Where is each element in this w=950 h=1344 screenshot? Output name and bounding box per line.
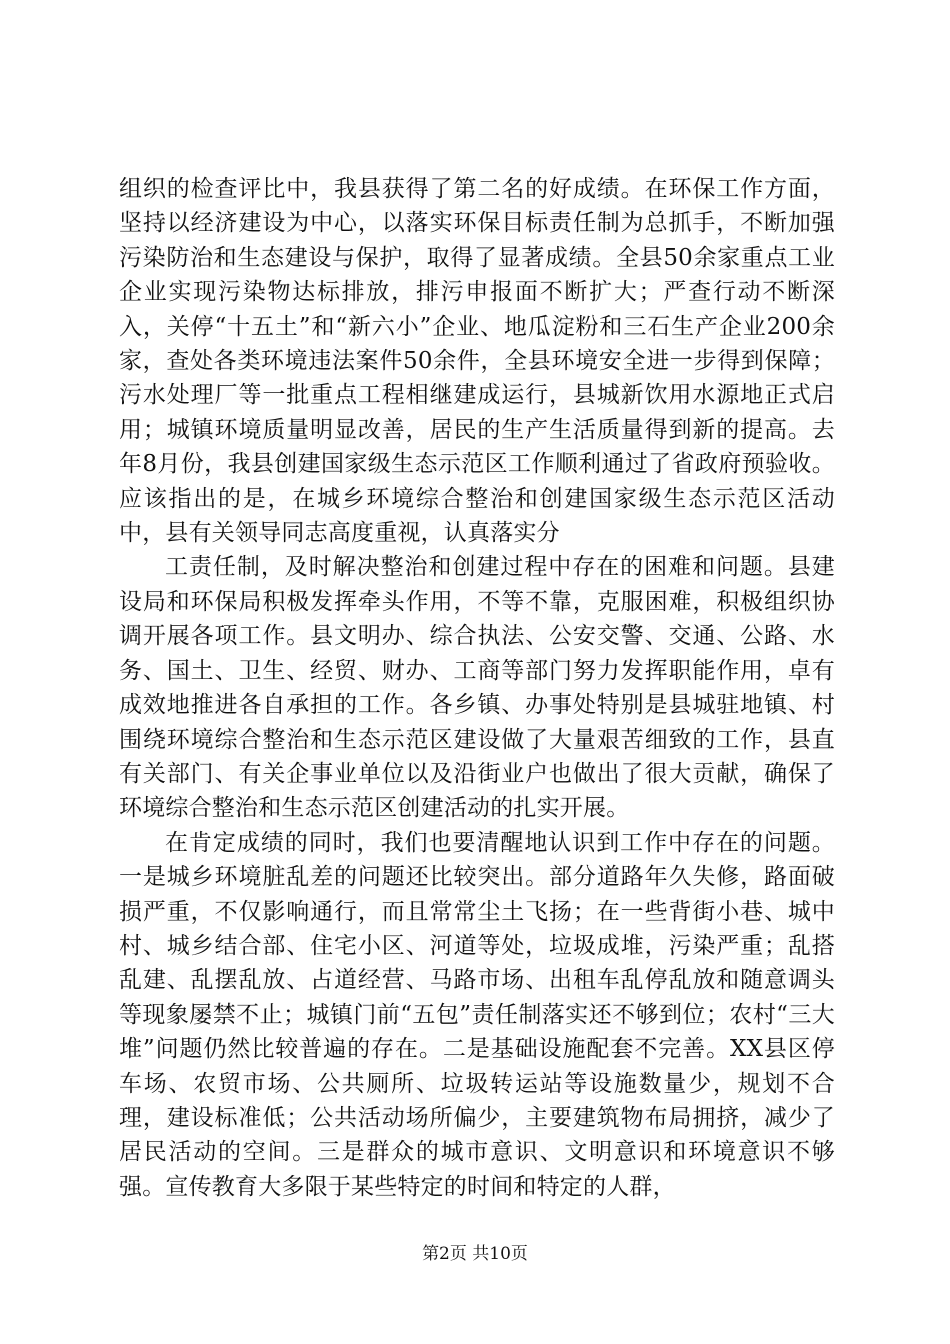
paragraph-1: 组织的检查评比中，我县获得了第二名的好成绩。在环保工作方面，坚持以经济建设为中心，以落实环保目标责任制为总抓手，不断加强污染防治和生态建设与保护，取得了显著成绩。全县50余家重点工业企业实现污染物达标排放，排污申报面不断扩大；严查行动不断深入，关停“十五土”和“新六小”企业、地瓜淀粉和三石生产企业200余家，查处各类环境违法案件50余件，全县环境安全进一步得到保障；污水处理厂等一批重点工程相继建成运行，县城新饮用水源地正式启用；城镇环境质量明显改善，居民的生产生活质量得到新的提高。去年8月份，我县创建国家级生态示范区工作顺利通过了省政府预验收。应该指出的是，在城乡环境综合整治和创建国家级生态示范区活动中，县有关领导同志高度重视，认真落实分 — [119, 176, 835, 547]
page-number-footer: 第2页 共10页 — [422, 1244, 528, 1264]
document-body — [119, 172, 835, 1204]
paragraph-2: 工责任制，及时解决整治和创建过程中存在的困难和问题。县建设局和环保局积极发挥牵头作用，不等不靠，克服困难，积极组织协调开展各项工作。县文明办、综合执法、公安交警、交通、公路、水务、国土、卫生、经贸、财办、工商等部门努力发挥职能作用，卓有成效地推进各自承担的工作。各乡镇、办事处特别是县城驻地镇、村围绕环境综合整治和生态示范区建设做了大量艰苦细致的工作，县直有关部门、有关企事业单位以及沿街业户也做出了很大贡献，确保了环境综合整治和生态示范区创建活动的扎实开展。 — [119, 554, 835, 822]
paragraph-3: 在肯定成绩的同时，我们也要清醒地认识到工作中存在的问题。一是城乡环境脏乱差的问题还比较突出。部分道路年久失修，路面破损严重，不仅影响通行，而且常常尘土飞扬；在一些背街小巷、城中村、城乡结合部、住宅小区、河道等处，垃圾成堆，污染严重；乱搭乱建、乱摆乱放、占道经营、马路市场、出租车乱停乱放和随意调头等现象屡禁不止；城镇门前“五包”责任制落实还不够到位；农村“三大堆”问题仍然比较普遍的存在。二是基础设施配套不完善。XX县区停车场、农贸市场、公共厕所、垃圾转运站等设施数量少，规划不合理，建设标准低；公共活动场所偏少，主要建筑物布局拥挤，减少了居民活动的空间。三是群众的城市意识、文明意识和环境意识不够强。宣传教育大多限于某些特定的时间和特定的人群， — [119, 829, 835, 1200]
